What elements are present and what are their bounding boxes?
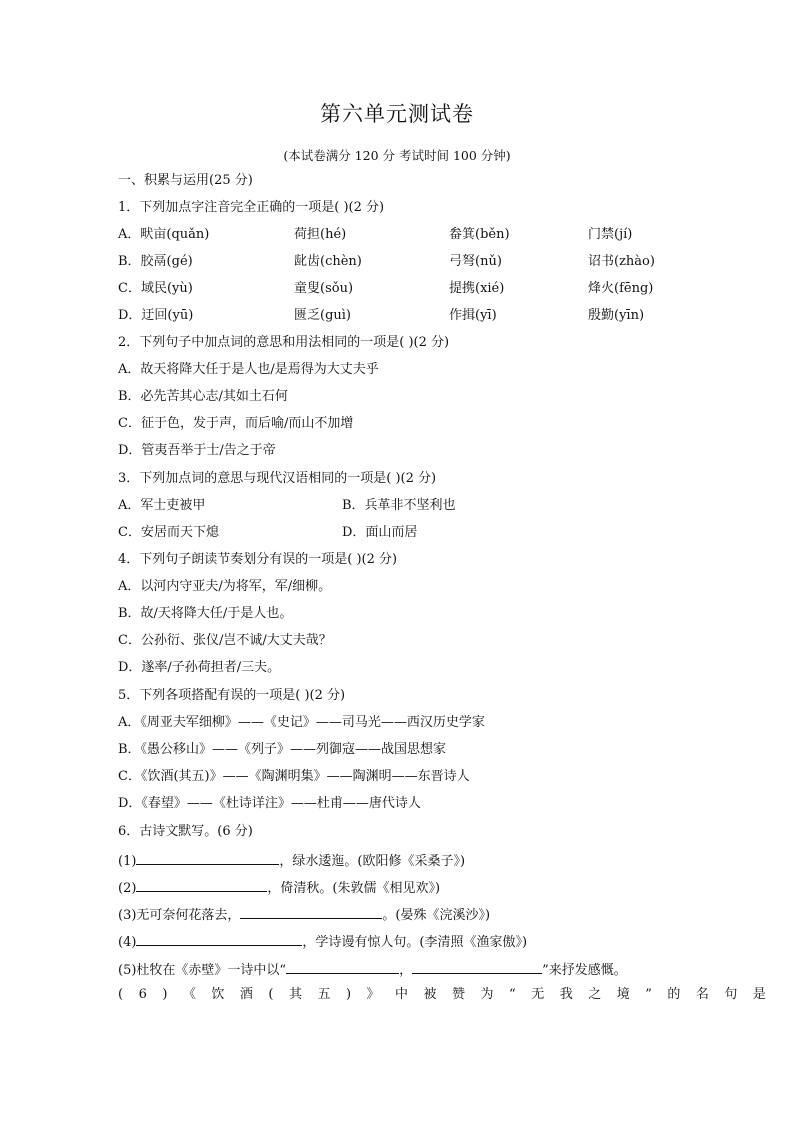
q3-option: B．兵革非不坚利也: [342, 498, 456, 513]
blank-suffix: ”来抒发感慨。: [542, 963, 627, 978]
q5-option: A．《周亚夫军细柳》——《史记》——司马光——西汉历史学家: [118, 715, 485, 730]
answer-blank[interactable]: [286, 959, 399, 974]
blank-suffix: 。(晏殊《浣溪沙》): [382, 908, 491, 923]
q1-option: C．域民(yù): [118, 281, 193, 296]
q1-option: 荷担(hé): [294, 227, 347, 242]
q1-option: 龀齿(chèn): [294, 254, 362, 269]
q4-option: D．遂率/子孙荷担者/三夫。: [118, 660, 281, 675]
answer-blank[interactable]: [136, 850, 279, 865]
q1-option: 烽火(fēng): [588, 281, 654, 296]
q1-option: 童叟(sǒu): [294, 281, 354, 296]
q1-option: 匮乏(guì): [294, 308, 351, 323]
q3-option: C．安居而天下熄: [118, 525, 219, 540]
answer-blank[interactable]: [240, 904, 382, 919]
blank-prefix: (5)杜牧在《赤壁》一诗中以“: [118, 963, 287, 978]
q3-option: D．面山而居: [342, 525, 418, 540]
blank-suffix: ，绿水逶迤。(欧阳修《采桑子》): [279, 854, 466, 869]
q1-option: 殷勤(yīn): [588, 308, 645, 323]
exam-info: (本试卷满分 120 分 考试时间 100 分钟): [283, 148, 511, 163]
q1-option: 提携(xié): [449, 281, 505, 296]
q5-option: D．《春望》——《杜诗详注》——杜甫——唐代诗人: [118, 796, 421, 811]
q1-option: 畚箕(běn): [449, 227, 510, 242]
question-5-stem: 5．下列各项搭配有误的一项是( )(2 分): [118, 688, 346, 703]
q2-option: C．征于色，发于声，而后喻/而山不加增: [118, 416, 354, 431]
fill-blank-line: [118, 931, 527, 952]
blank-prefix: (3)无可奈何花落去，: [118, 908, 241, 923]
answer-blank[interactable]: [136, 931, 302, 946]
q1-option: 作揖(yī): [449, 308, 497, 323]
question-2-stem: 2．下列句子中加点词的意思和用法相同的一项是( )(2 分): [118, 335, 450, 350]
blank-middle: ，: [399, 963, 413, 978]
answer-blank[interactable]: [136, 877, 267, 892]
fill-blank-line: [118, 877, 440, 898]
q4-option: B．故/天将降大任/于是人也。: [118, 606, 293, 621]
answer-blank[interactable]: [412, 959, 542, 974]
blank-prefix: (4): [118, 935, 137, 950]
question-1-stem: 1．下列加点字注音完全正确的一项是( )(2 分): [118, 200, 385, 215]
blank-suffix: ，学诗谩有惊人句。(李清照《渔家傲》): [302, 935, 528, 950]
q3-option: A．军士吏被甲: [118, 498, 206, 513]
fill-blank-line: (6)《饮酒(其五)》中被赞为“无我之境”的名句是: [118, 987, 782, 1002]
q1-option: A．畎亩(quǎn): [118, 227, 210, 242]
section-heading: 一、积累与运用(25 分): [118, 173, 253, 188]
question-4-stem: 4．下列句子朗读节奏划分有误的一项是( )(2 分): [118, 552, 398, 567]
blank-prefix: (2): [118, 881, 137, 896]
q1-option: D．迂回(yū): [118, 308, 194, 323]
question-6-stem: 6．古诗文默写。(6 分): [118, 824, 253, 839]
q1-option: B．胶鬲(gé): [118, 254, 193, 269]
blank-suffix: ，倚清秋。(朱敦儒《相见欢》): [267, 881, 441, 896]
fill-blank-line: [118, 850, 465, 871]
q5-option: C．《饮酒(其五)》——《陶渊明集》——陶渊明——东晋诗人: [118, 769, 470, 784]
q1-option: 诏书(zhào): [588, 254, 655, 269]
question-3-stem: 3．下列加点词的意思与现代汉语相同的一项是( )(2 分): [118, 471, 437, 486]
q4-option: C．公孙衍、张仪/岂不诚/大丈夫哉？: [118, 633, 332, 648]
q4-option: A．以河内守亚夫/为将军，军/细柳。: [118, 579, 332, 594]
q1-option: 弓弩(nǔ): [449, 254, 502, 269]
blank-prefix: (1): [118, 854, 137, 869]
q2-option: B．必先苦其心志/其如土石何: [118, 389, 288, 404]
page-title: 第六单元测试卷: [320, 102, 474, 126]
fill-blank-line: [118, 904, 490, 925]
q1-option: 门禁(jí): [588, 227, 633, 242]
q2-option: A．故天将降大任于是人也/是焉得为大丈夫乎: [118, 362, 379, 377]
q2-option: D．管夷吾举于士/告之于帝: [118, 443, 276, 458]
q5-option: B．《愚公移山》——《列子》——列御寇——战国思想家: [118, 742, 447, 757]
fill-blank-line: [118, 959, 627, 980]
